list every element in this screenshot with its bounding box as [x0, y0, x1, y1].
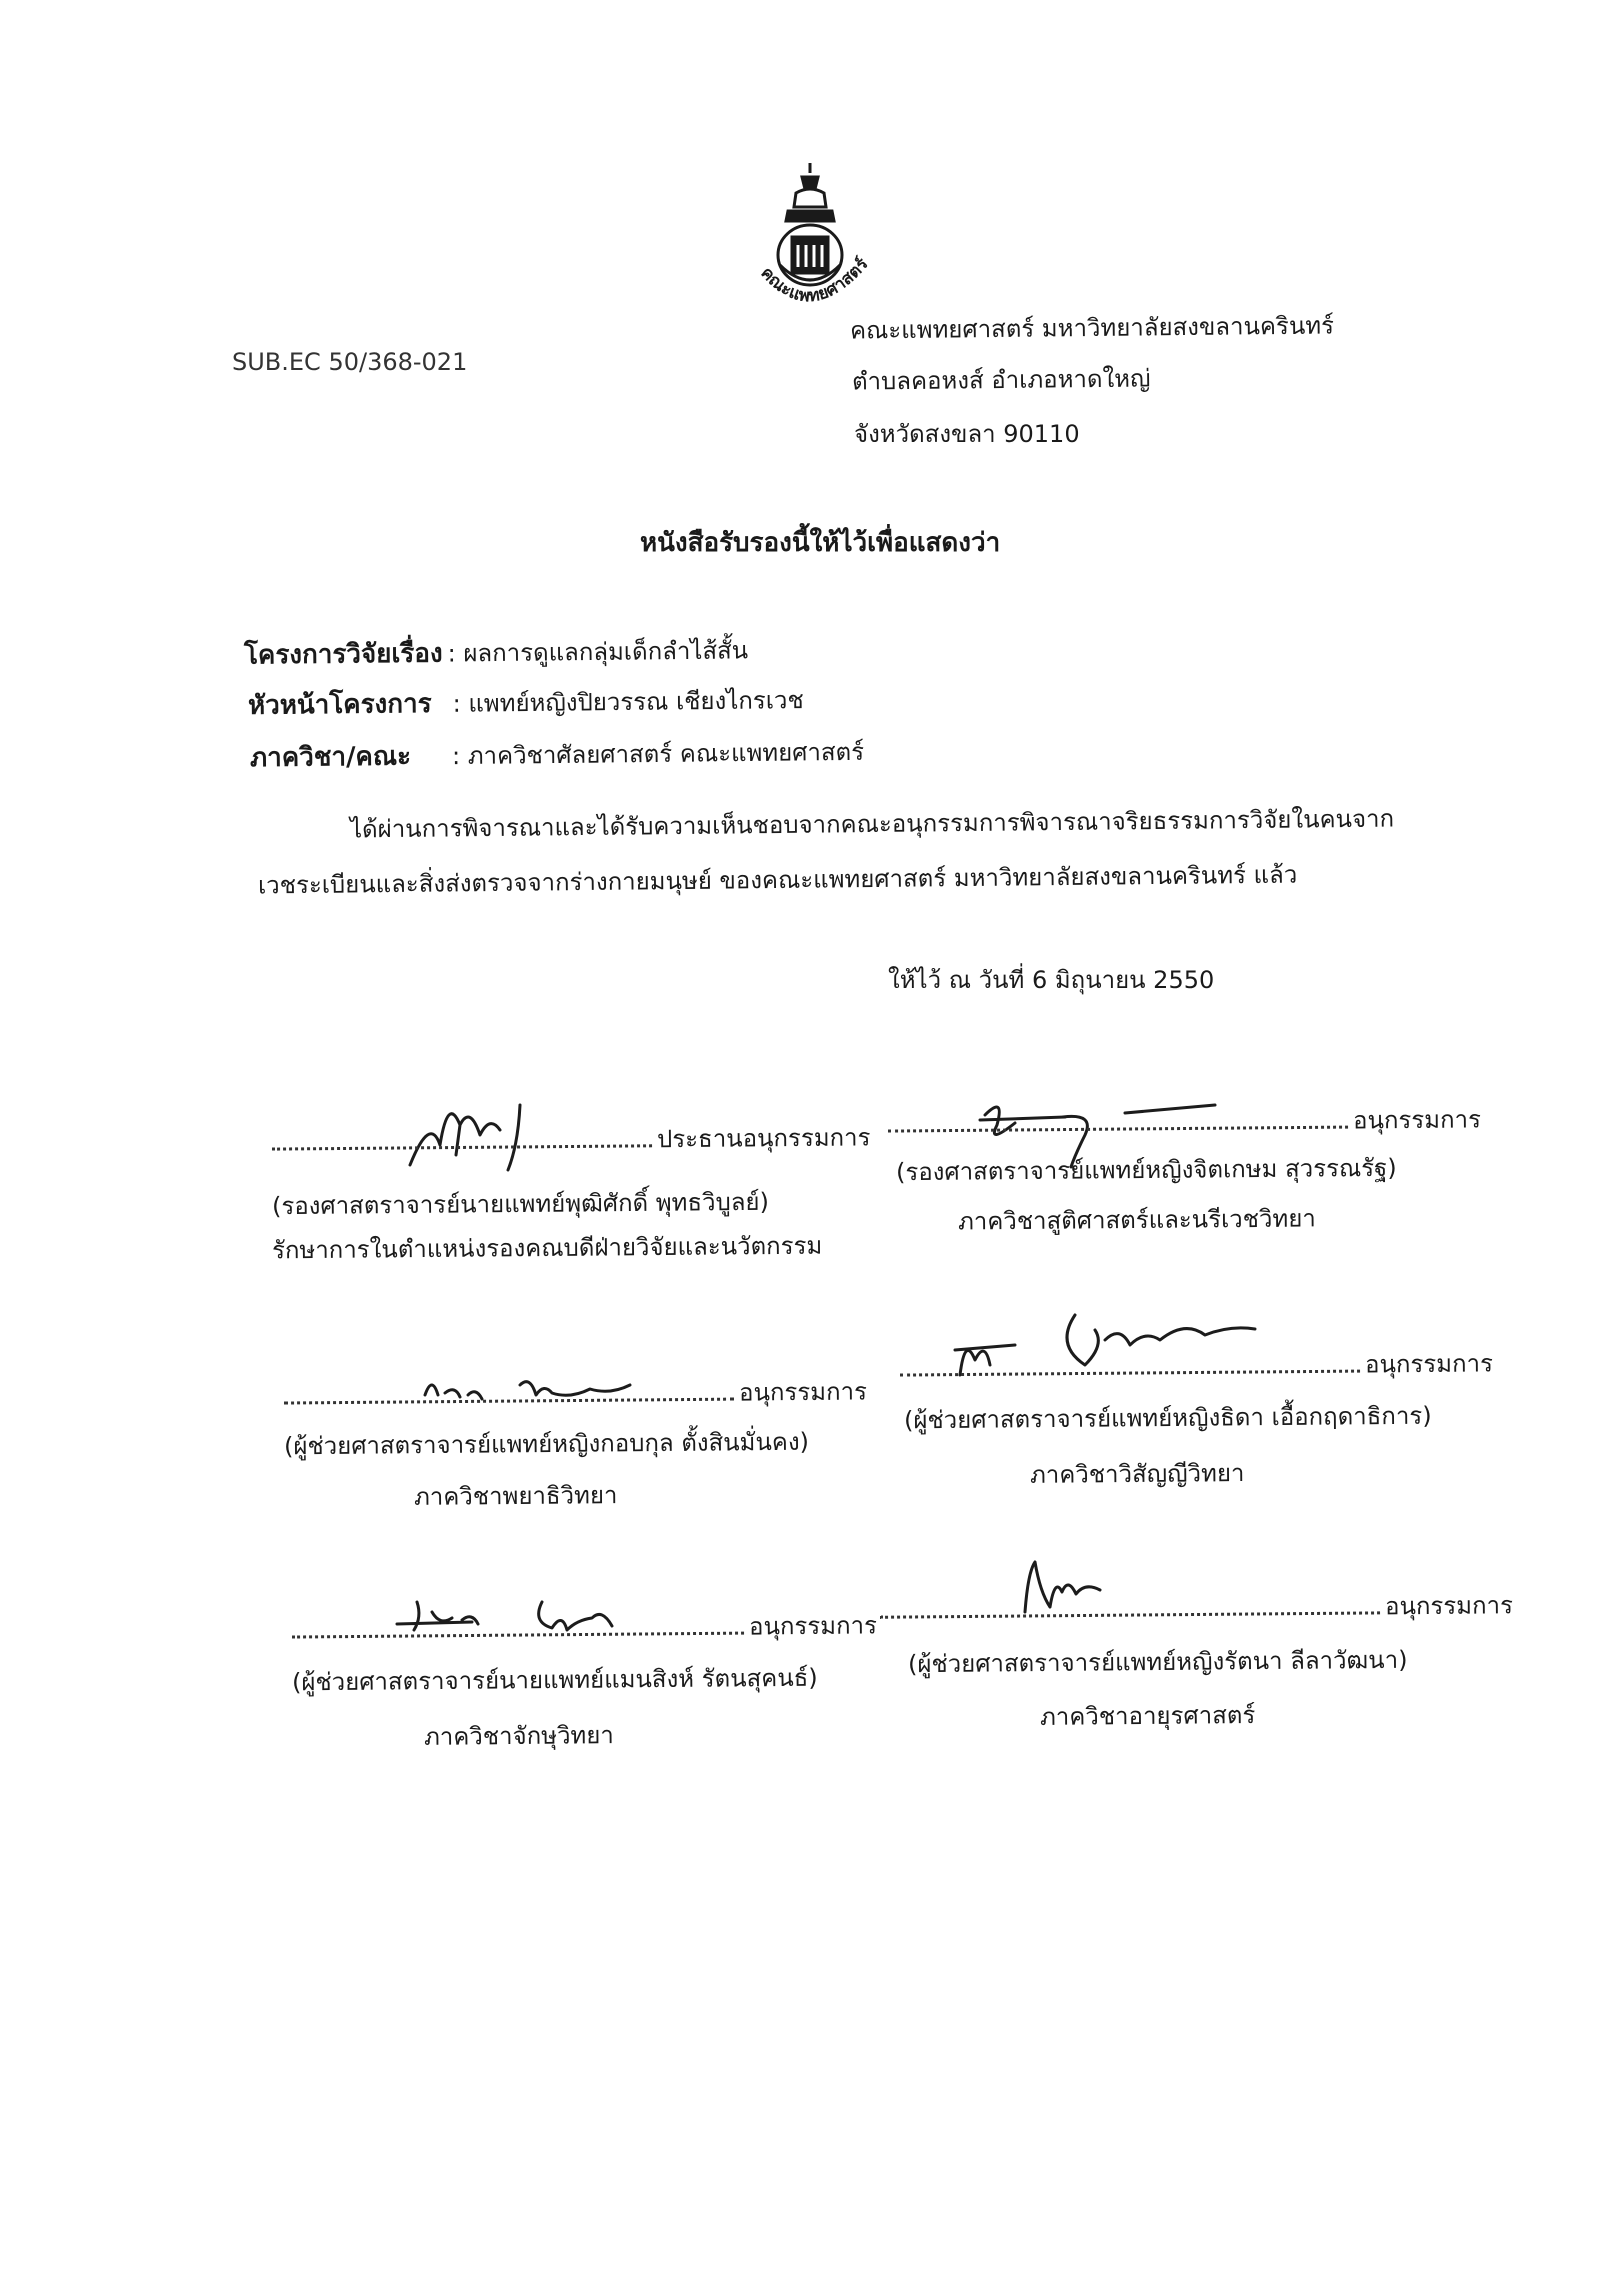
signatory-2-name: (รองศาสตราจารย์แพทย์หญิงจิตเกษม สุวรรณรัฐ): [895, 1153, 1397, 1187]
signatory-4-role: อนุกรรมการ: [1364, 1349, 1494, 1379]
signatory-3-role: อนุกรรมการ: [738, 1377, 868, 1407]
signatory-3-dept: ภาควิชาพยาธิวิทยา: [413, 1481, 618, 1511]
body-line-1: ได้ผ่านการพิจารณาและได้รับความเห็นชอบจากคณะอนุกรรมการพิจารณาจริยธรรมการวิจัยในคนจาก: [349, 804, 1395, 844]
project-value: : ผลการดูแลกลุ่มเด็กลำไส้สั้น: [447, 636, 749, 668]
issue-date: ให้ไว้ ณ วันที่ 6 มิถุนายน 2550: [888, 966, 1215, 994]
investigator-label: หัวหน้าโครงการ: [247, 688, 432, 721]
certificate-title: หนังสือรับรองนี้ให้ไว้เพื่อแสดงว่า: [640, 528, 1001, 558]
signatory-1-name: (รองศาสตราจารย์นายแพทย์พุฒิศักดิ์ พุทธวิบูลย์): [271, 1187, 770, 1221]
signatory-1-role: ประธานอนุกรรมการ: [656, 1123, 871, 1154]
signatory-1-dept: รักษาการในตำแหน่งรองคณบดีฝ่ายวิจัยและนวัตกรรม: [271, 1231, 823, 1265]
department-value: : ภาควิชาศัลยศาสตร์ คณะแพทยศาสตร์: [451, 737, 865, 771]
signatory-4-dept: ภาควิชาวิสัญญีวิทยา: [1029, 1459, 1245, 1489]
body-line-2: เวชระเบียนและสิ่งส่งตรวจจากร่างกายมนุษย์ ของคณะแพทยศาสตร์ มหาวิทยาลัยสงขลานครินทร์ แล้ว: [257, 860, 1298, 900]
signatory-3-name: (ผู้ช่วยศาสตราจารย์แพทย์หญิงกอบกุล ตั้งสินมั่นคง): [283, 1427, 810, 1461]
signature-dots: [272, 1144, 652, 1150]
faculty-emblem-icon: [730, 155, 890, 335]
signatory-6-role: อนุกรรมการ: [1384, 1591, 1514, 1621]
signatory-6-name: (ผู้ช่วยศาสตราจารย์แพทย์หญิงรัตนา ลีลาวัฒนา): [907, 1645, 1408, 1679]
investigator-row: [248, 685, 804, 722]
department-label: ภาควิชา/คณะ: [249, 741, 412, 774]
signatory-6-dept: ภาควิชาอายุรศาสตร์: [1039, 1701, 1256, 1731]
signature-dots: [888, 1126, 1348, 1133]
project-row: [244, 635, 748, 671]
signatory-2-line: [888, 1105, 1481, 1139]
signatory-5-name: (ผู้ช่วยศาสตราจารย์นายแพทย์แมนสิงห์ รัตนสุคนธ์): [291, 1663, 818, 1697]
signatory-2-dept: ภาควิชาสูติศาสตร์และนรีเวชวิทยา: [957, 1204, 1316, 1236]
signatory-4-name: (ผู้ช่วยศาสตราจารย์แพทย์หญิงธิดา เอื้อกฤดาธิการ): [903, 1401, 1432, 1435]
signatory-5-line: [292, 1611, 877, 1645]
signatory-2-role: อนุกรรมการ: [1352, 1105, 1482, 1135]
address-line-3: จังหวัดสงขลา 90110: [854, 420, 1080, 448]
investigator-value: : แพทย์หญิงปิยวรรณ เชียงไกรเวช: [452, 686, 804, 718]
address-line-1: คณะแพทยศาสตร์ มหาวิทยาลัยสงขลานครินทร์: [849, 311, 1335, 345]
signatory-1-line: [272, 1123, 871, 1157]
address-line-2: ตำบลคอหงส์ อำเภอหาดใหญ่: [851, 364, 1151, 396]
signature-dots: [900, 1370, 1360, 1377]
department-row: [250, 737, 864, 775]
signatory-4-line: [900, 1349, 1493, 1383]
signature-dots: [880, 1611, 1380, 1618]
project-label: โครงการวิจัยเรื่อง: [243, 638, 443, 671]
signatory-6-line: [880, 1591, 1513, 1625]
signature-dots: [292, 1632, 744, 1639]
logo-arc-text: คณะแพทยศาสตร์: [756, 254, 873, 307]
signatory-5-role: อนุกรรมการ: [748, 1611, 878, 1641]
signatory-5-dept: ภาควิชาจักษุวิทยา: [423, 1721, 614, 1751]
signatory-3-line: [284, 1377, 867, 1411]
faculty-logo: [730, 155, 890, 335]
signature-dots: [284, 1398, 734, 1405]
reference-number: SUB.EC 50/368-021: [232, 348, 468, 376]
